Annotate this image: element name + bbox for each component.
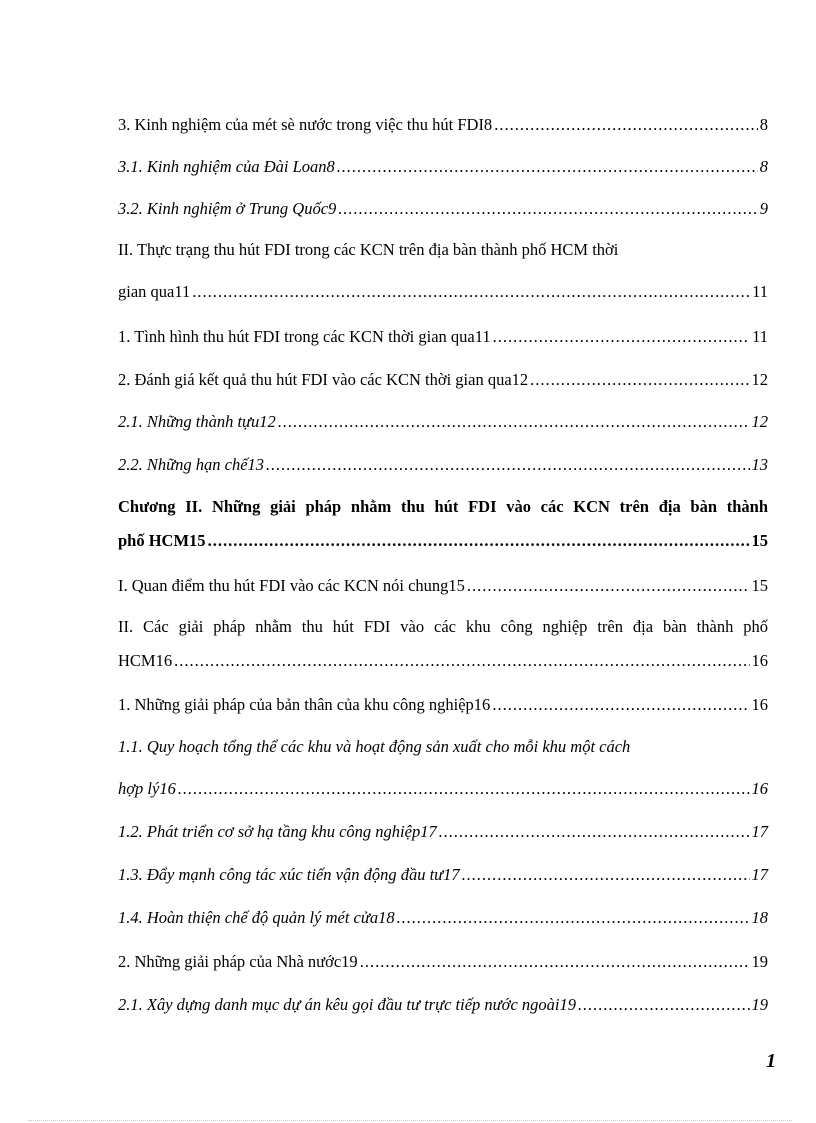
dot-leader <box>178 779 750 799</box>
toc-entry-2-nha-nuoc[interactable] <box>118 952 768 972</box>
toc-entry-title: 2.1. Những thành tựu12 <box>118 412 276 431</box>
toc-entry-page: 19 <box>751 995 768 1014</box>
toc-entry-page: 13 <box>751 455 768 474</box>
toc-entry-chuong-ii[interactable] <box>118 497 768 551</box>
dot-leader <box>337 157 758 177</box>
footer-divider <box>28 1120 792 1121</box>
toc-entry-page: 11 <box>752 282 768 301</box>
toc-entry-page: 8 <box>759 157 768 176</box>
toc-entry-title: 2.2. Những hạn chế13 <box>118 455 265 474</box>
dot-leader <box>278 412 750 432</box>
toc-entry-title-line1: 1.1. Quy hoạch tổng thể các khu và hoạt động sản xuất cho mỗi khu một cách <box>118 737 631 756</box>
toc-entry-3-1-dai-loan[interactable] <box>118 157 768 177</box>
toc-entry-title: 2. Những giải pháp của Nhà nước19 <box>118 952 358 971</box>
toc-entry-page: 19 <box>751 952 768 971</box>
dot-leader <box>338 199 757 219</box>
toc-entry-title: 1.3. Đẩy mạnh công tác xúc tiến vận động đầu tư17 <box>118 865 460 884</box>
toc-entry-page: 8 <box>759 115 768 134</box>
toc-entry-1-ban-than-kcn[interactable] <box>118 695 768 715</box>
toc-entry-1-tinh-hinh[interactable] <box>118 327 768 347</box>
toc-entry-title: 1. Những giải pháp của bản thân của khu công nghiệp16 <box>118 695 491 714</box>
toc-entry-page: 15 <box>751 576 768 595</box>
toc-entry-2-2-han-che[interactable] <box>118 455 768 475</box>
toc-entry-title: 1. Tình hình thu hút FDI trong các KCN thời gian qua11 <box>118 327 491 346</box>
toc-entry-2-1-danh-muc-du-an[interactable] <box>118 995 768 1015</box>
dot-leader <box>494 115 758 135</box>
toc-entry-title: HCM16 <box>118 651 173 670</box>
toc-entry-1-2-co-so-ha-tang[interactable] <box>118 822 768 842</box>
toc-entry-page: 16 <box>751 779 768 798</box>
toc-entry-title: 3. Kinh nghiệm của mét sè nước trong việc thu hút FDI8 <box>118 115 493 134</box>
dot-leader <box>397 908 750 928</box>
toc-entry-i-quan-diem[interactable] <box>118 576 768 596</box>
dot-leader <box>192 282 750 302</box>
toc-entry-title: 2.1. Xây dựng danh mục dự án kêu gọi đầu tư trực tiếp nước ngoài19 <box>118 995 576 1014</box>
toc-entry-page: 18 <box>751 908 768 927</box>
toc-entry-page: 9 <box>759 199 768 218</box>
toc-entry-2-danh-gia[interactable] <box>118 370 768 390</box>
toc-entry-3-2-trung-quoc[interactable] <box>118 199 768 219</box>
toc-entry-title: I. Quan điểm thu hút FDI vào các KCN nói chung15 <box>118 576 465 595</box>
toc-entry-title: 3.2. Kinh nghiệm ở Trung Quốc9 <box>118 199 337 218</box>
dot-leader <box>360 952 750 972</box>
dot-leader <box>266 455 749 475</box>
dot-leader <box>530 370 749 390</box>
toc-entry-page: 12 <box>751 412 768 431</box>
dot-leader <box>208 531 750 551</box>
toc-entry-title-line1: II. Các giải pháp nhằm thu hút FDI vào các khu công nghiệp trên địa bàn thành phố <box>118 617 768 636</box>
toc-entry-1-4-mot-cua[interactable] <box>118 908 768 928</box>
dot-leader <box>174 651 749 671</box>
toc-entry-1-1-quy-hoach[interactable] <box>118 737 768 799</box>
toc-entry-title: 2. Đánh giá kết quả thu hút FDI vào các KCN thời gian qua12 <box>118 370 529 389</box>
toc-entry-title: hợp lý16 <box>118 779 176 798</box>
toc-entry-ii-thuc-trang[interactable] <box>118 240 768 302</box>
toc-entry-title: gian qua11 <box>118 282 191 301</box>
dot-leader <box>462 865 750 885</box>
dot-leader <box>578 995 750 1015</box>
toc-entry-title: 3.1. Kinh nghiệm của Đài Loan8 <box>118 157 335 176</box>
toc-entry-title: 1.2. Phát triển cơ sở hạ tầng khu công nghiệp17 <box>118 822 437 841</box>
toc-entry-page: 11 <box>752 327 768 346</box>
toc-entry-page: 16 <box>751 695 768 714</box>
toc-entry-1-3-xuc-tien[interactable] <box>118 865 768 885</box>
toc-entry-ii-cac-giai-phap[interactable] <box>118 617 768 671</box>
page-number: 1 <box>766 1050 776 1072</box>
dot-leader <box>492 695 749 715</box>
toc-entry-title-line1: II. Thực trạng thu hút FDI trong các KCN trên địa bàn thành phố HCM thời <box>118 240 619 259</box>
toc-entry-page: 12 <box>751 370 768 389</box>
dot-leader <box>439 822 750 842</box>
toc-entry-title: phố HCM15 <box>118 531 206 550</box>
dot-leader <box>493 327 751 347</box>
toc-entry-page: 17 <box>751 822 768 841</box>
toc-entry-title-line1: Chương II. Những giải pháp nhằm thu hút FDI vào các KCN trên địa bàn thành <box>118 497 768 516</box>
toc-entry-page: 15 <box>751 531 768 550</box>
toc-entry-title: 1.4. Hoàn thiện chế độ quản lý mét cửa18 <box>118 908 395 927</box>
toc-entry-page: 16 <box>751 651 768 670</box>
toc-entry-3-kinh-nghiem[interactable] <box>118 115 768 135</box>
toc-entry-page: 17 <box>751 865 768 884</box>
toc-entry-2-1-thanh-tuu[interactable] <box>118 412 768 432</box>
dot-leader <box>467 576 750 596</box>
